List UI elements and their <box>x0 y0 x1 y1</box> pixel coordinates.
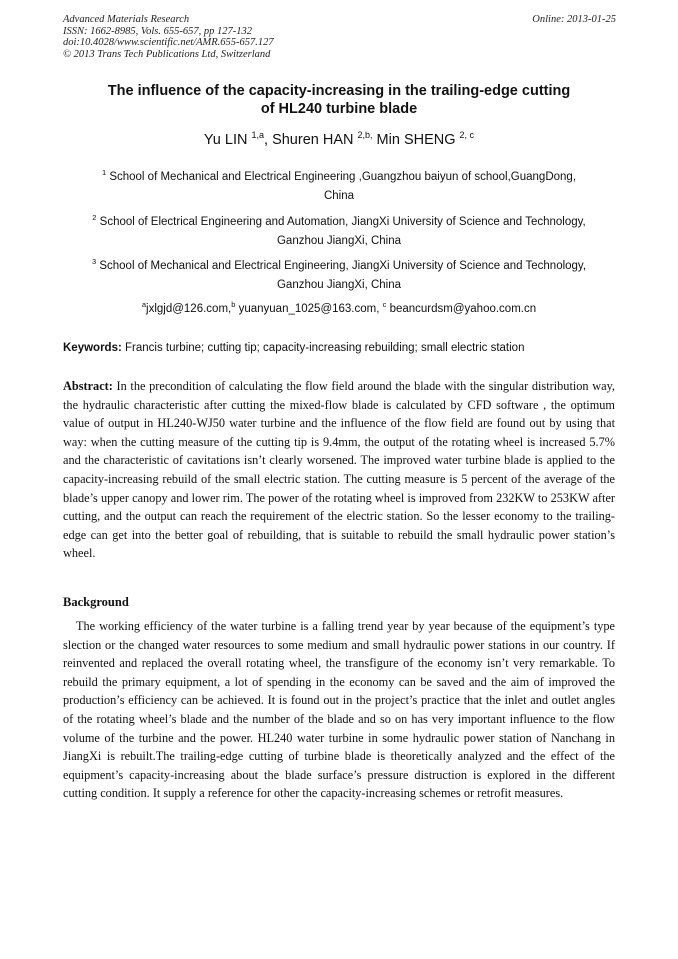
paper-title <box>63 82 615 118</box>
issn-line: ISSN: 1662-8985, Vols. 655-657, pp 127-132 <box>63 25 252 37</box>
affiliation-number: 1 <box>101 168 107 177</box>
affiliation-line: School of Mechanical and Electrical Engineering ,Guangzhou baiyun of school,GuangDong, <box>109 171 577 183</box>
keywords-label: Keywords: <box>63 342 122 354</box>
section-heading-background: Background <box>63 595 129 609</box>
email-address[interactable]: jxlgjd@126.com, <box>146 303 232 315</box>
author-affiliation-mark: 2, c <box>459 130 475 140</box>
affiliation-number: 2 <box>92 213 97 222</box>
author-emails <box>63 300 615 319</box>
author-name: Min SHENG <box>376 132 456 148</box>
keywords <box>63 340 615 356</box>
journal-header <box>63 14 616 60</box>
author-separator: , <box>264 132 273 148</box>
email-mark: c <box>382 300 387 309</box>
affiliation-line: Ganzhou JiangXi, China <box>276 278 402 291</box>
doi-line: doi:10.4028/www.scientific.net/AMR.655-657.127 <box>63 37 274 48</box>
affiliation-number: 3 <box>91 257 97 266</box>
affiliation-line: China <box>323 189 355 202</box>
author-affiliation-mark: 2,b, <box>357 130 373 140</box>
author-name: Shuren HAN <box>272 132 354 148</box>
affiliation-3 <box>63 257 615 294</box>
email-mark: b <box>231 300 236 309</box>
title-line-2: of HL240 turbine blade <box>260 101 418 117</box>
affiliation-line: School of Electrical Engineering and Automation, JiangXi University of Science and Technology, <box>99 216 586 228</box>
title-line-1: The influence of the capacity-increasing in the trailing-edge cutting <box>107 83 571 99</box>
author-list <box>63 131 615 149</box>
email-mark: a <box>141 300 147 309</box>
affiliation-2 <box>63 213 615 250</box>
affiliation-line: Ganzhou JiangXi, China <box>276 234 402 247</box>
affiliation-1 <box>63 168 615 205</box>
email-address[interactable]: beancurdsm@yahoo.com.cn <box>386 303 537 315</box>
abstract <box>63 377 615 563</box>
copyright-line: © 2013 Trans Tech Publications Ltd, Switzerland <box>63 48 271 60</box>
author-name: Yu LIN <box>203 132 248 148</box>
journal-name: Advanced Materials Research <box>63 14 190 25</box>
author-affiliation-mark: 1,a <box>251 130 264 140</box>
online-date: Online: 2013-01-25 <box>532 14 616 25</box>
keywords-text: Francis turbine; cutting tip; capacity-increasing rebuilding; small electric station <box>121 342 525 354</box>
affiliation-line: School of Mechanical and Electrical Engineering, JiangXi University of Science and Technology, <box>99 260 587 272</box>
abstract-label: Abstract: <box>63 379 113 393</box>
background-paragraph: The working efficiency of the water turbine is a falling trend year by year because of the equipment’s type slection or the changed water resources to some medium and small hydraulic power stations in our country. If reinvented and replaced the overall rotating wheel, the transfigure of the economy isn’t very remarkable. To rebuild the primary equipment, a lot of spending in the economy can be saved and the aim of improved the production’s efficiency can be achieved. It is found out in the project’s practice that the inlet and outlet angles of the rotating wheel’s blade and the number of the blade and so on has very important influence to the flow volume of the turbine and the power. HL240 water turbine in some hydraulic power station of Nanchang in JiangXi is rebuilt.The trailing-edge cutting of turbine blade is theoretically analyzed and the effect of the equipment’s capacity-increasing about the blade surface’s pressure distruction is explored in the different cutting condition. It supply a reference for other the capacity-increasing schemes or retrofit measures. <box>63 619 615 801</box>
email-address[interactable]: yuanyuan_1025@163.com, <box>235 303 383 315</box>
abstract-text: In the precondition of calculating the flow field around the blade with the singular distribution way, the hydraulic characteristic after cutting the mixed-flow blade is calculated by CFD software , the optimum value of output in HL240-WJ50 water turbine and the influence of the flow field are found out by using that way: when the cutting measure of the cutting tip is 9.4mm, the output of the rotating wheel is increased 5.7% and the characteristic of cavitations isn’t clearly worsened. The improved water turbine blade is applied to the capacity-increasing rebuild of the small electric station. The cutting measure is 5 percent of the average of the blade’s upper canopy and lower rim. The power of the rotating wheel is improved from 232KW to 253KW after cutting, and the output can reach the requirement of the electric station. So the lesser economy to the trailing-edge can get into the better goal of rebuilding, that is suitable to rebuild the small hydraulic power station’s wheel. <box>63 379 615 561</box>
